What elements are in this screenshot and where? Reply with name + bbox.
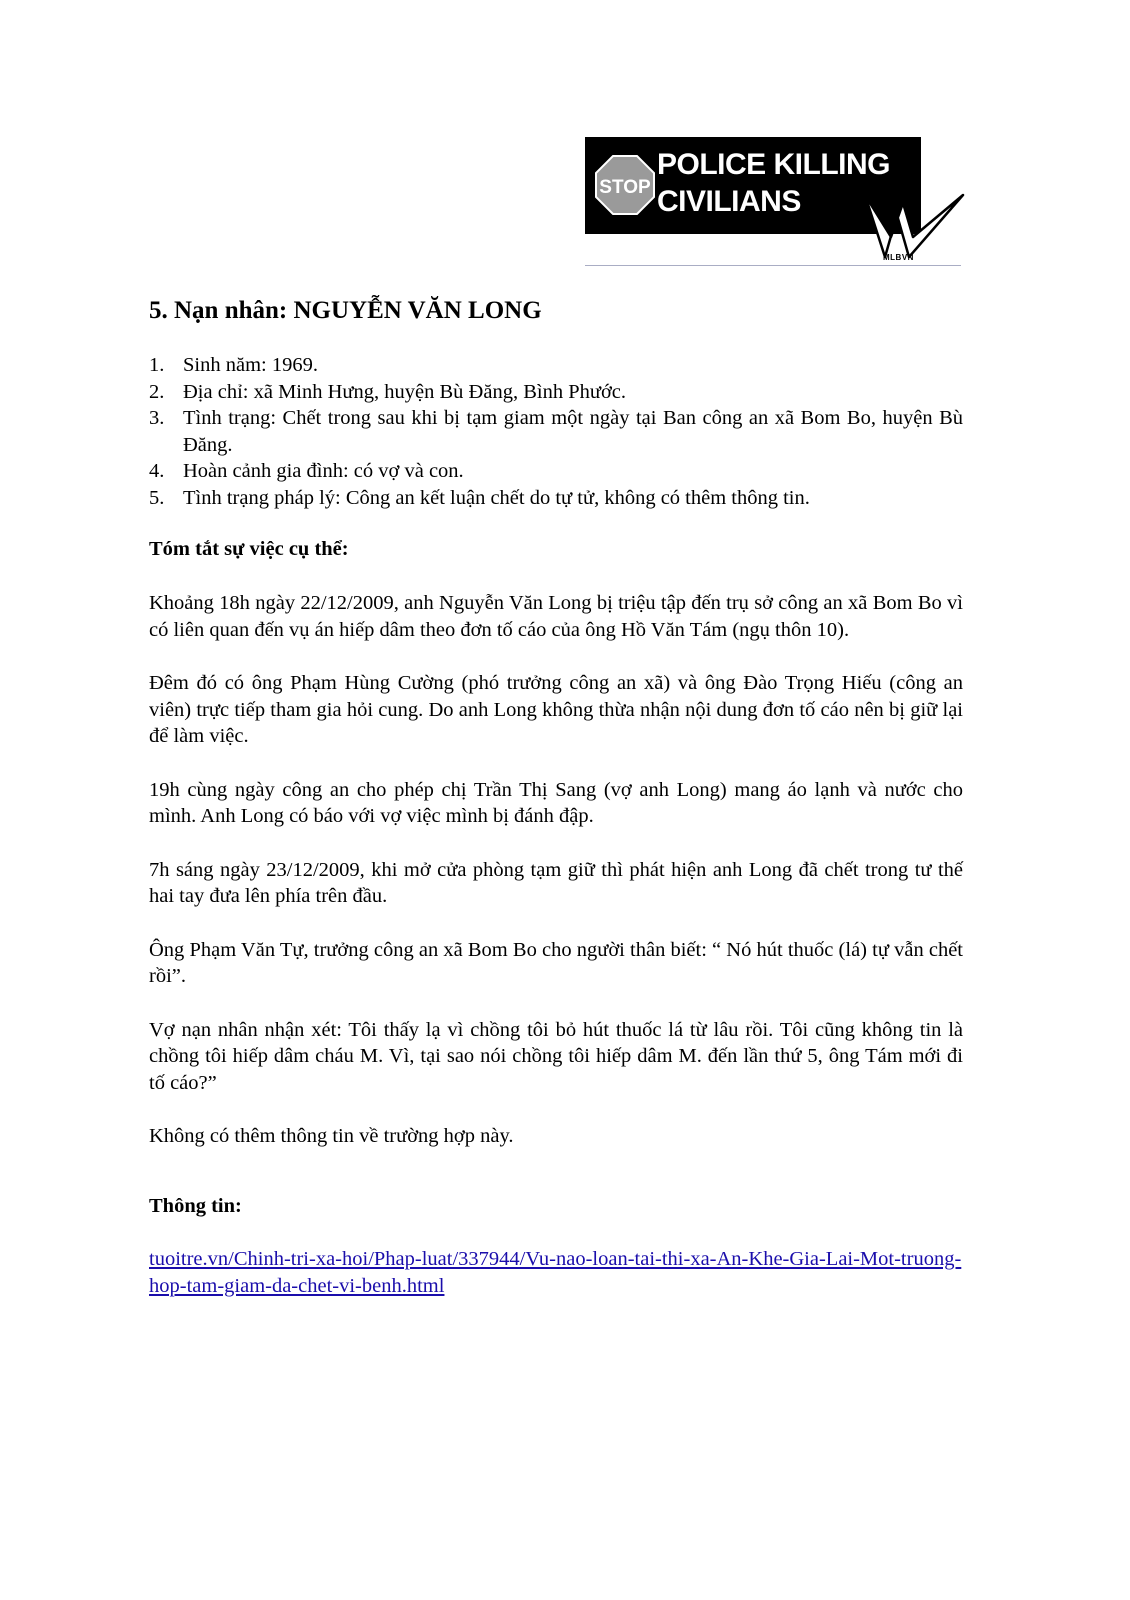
summary-body [149, 590, 963, 1177]
list-item [149, 405, 963, 458]
list-item-number: 1. [149, 354, 165, 376]
summary-heading: Tóm tắt sự việc cụ thể: [149, 538, 349, 560]
page-title: 5. Nạn nhân: NGUYỄN VĂN LONG [149, 297, 542, 324]
stop-sign-icon [595, 155, 655, 215]
list-item-text: Địa chỉ: xã Minh Hưng, huyện Bù Đăng, Bình Phước. [183, 380, 627, 403]
paragraph: Khoảng 18h ngày 22/12/2009, anh Nguyễn Văn Long bị triệu tập đến trụ sở công an xã Bom Bo vì có liên quan đến vụ án hiếp dâm theo đơn tố cáo của ông Hồ Văn Tám (ngụ thôn 10). [149, 592, 963, 641]
pen-nib-w-icon [863, 185, 965, 270]
info-list [149, 352, 963, 511]
paragraph: Vợ nạn nhân nhận xét: Tôi thấy lạ vì chồng tôi bỏ hút thuốc lá từ lâu rồi. Tôi cũng không tin là chồng tôi hiếp dâm cháu M. Vì, tại sao nói chồng tôi hiếp dâm M. đến lần thứ 5, ông Tám mới đi tố cáo?” [149, 1018, 963, 1094]
list-item [149, 485, 963, 512]
list-item-text: Sinh năm: 1969. [183, 354, 318, 376]
paragraph: Đêm đó có ông Phạm Hùng Cường (phó trưởng công an xã) và ông Đào Trọng Hiếu (công an viên) trực tiếp tham gia hỏi cung. Do anh Long không thừa nhận nội dung đơn tố cáo nên bị giữ lại để làm việc. [149, 672, 963, 747]
paragraph: 19h cùng ngày công an cho phép chị Trần Thị Sang (vợ anh Long) mang áo lạnh và nước cho mình. Anh Long có báo với vợ việc mình bị đánh đập. [149, 778, 963, 827]
logo-divider [585, 265, 961, 266]
list-item-number: 2. [149, 380, 165, 403]
source-link[interactable]: tuoitre.vn/Chinh-tri-xa-hoi/Phap-luat/337944/Vu-nao-loan-tai-thi-xa-An-Khe-Gia-Lai-Mot-truong-hop-tam-giam-da-chet-vi-benh.html [149, 1248, 962, 1297]
list-item-text: Tình trạng pháp lý: Công an kết luận chết do tự tử, không có thêm thông tin. [183, 486, 810, 509]
paragraph: Ông Phạm Văn Tự, trưởng công an xã Bom Bo cho người thân biết: “ Nó hút thuốc (lá) tự vẫn chết rồi”. [149, 938, 963, 987]
logo-line-2: CIVILIANS [657, 185, 801, 218]
list-item [149, 379, 963, 406]
list-item [149, 352, 963, 379]
list-item-number: 4. [149, 460, 165, 482]
list-item-number: 5. [149, 486, 165, 509]
logo [585, 137, 965, 270]
list-item [149, 458, 963, 485]
paragraph: 7h sáng ngày 23/12/2009, khi mở cửa phòng tạm giữ thì phát hiện anh Long đã chết trong tư thế hai tay đưa lên phía trên đầu. [149, 858, 963, 907]
list-item-text: Hoàn cảnh gia đình: có vợ và con. [183, 460, 464, 482]
logo-line-1: POLICE KILLING [657, 148, 890, 181]
list-item-number: 3. [149, 407, 165, 429]
paragraph: Không có thêm thông tin về trường hợp này. [149, 1125, 514, 1147]
list-item-text: Tình trạng: Chết trong sau khi bị tạm giam một ngày tại Ban công an xã Bom Bo, huyện Bù Đăng. [183, 407, 963, 456]
info-heading: Thông tin: [149, 1195, 242, 1217]
logo-subtext: MLBVN [883, 253, 914, 262]
stop-sign-text: STOP [599, 177, 651, 198]
